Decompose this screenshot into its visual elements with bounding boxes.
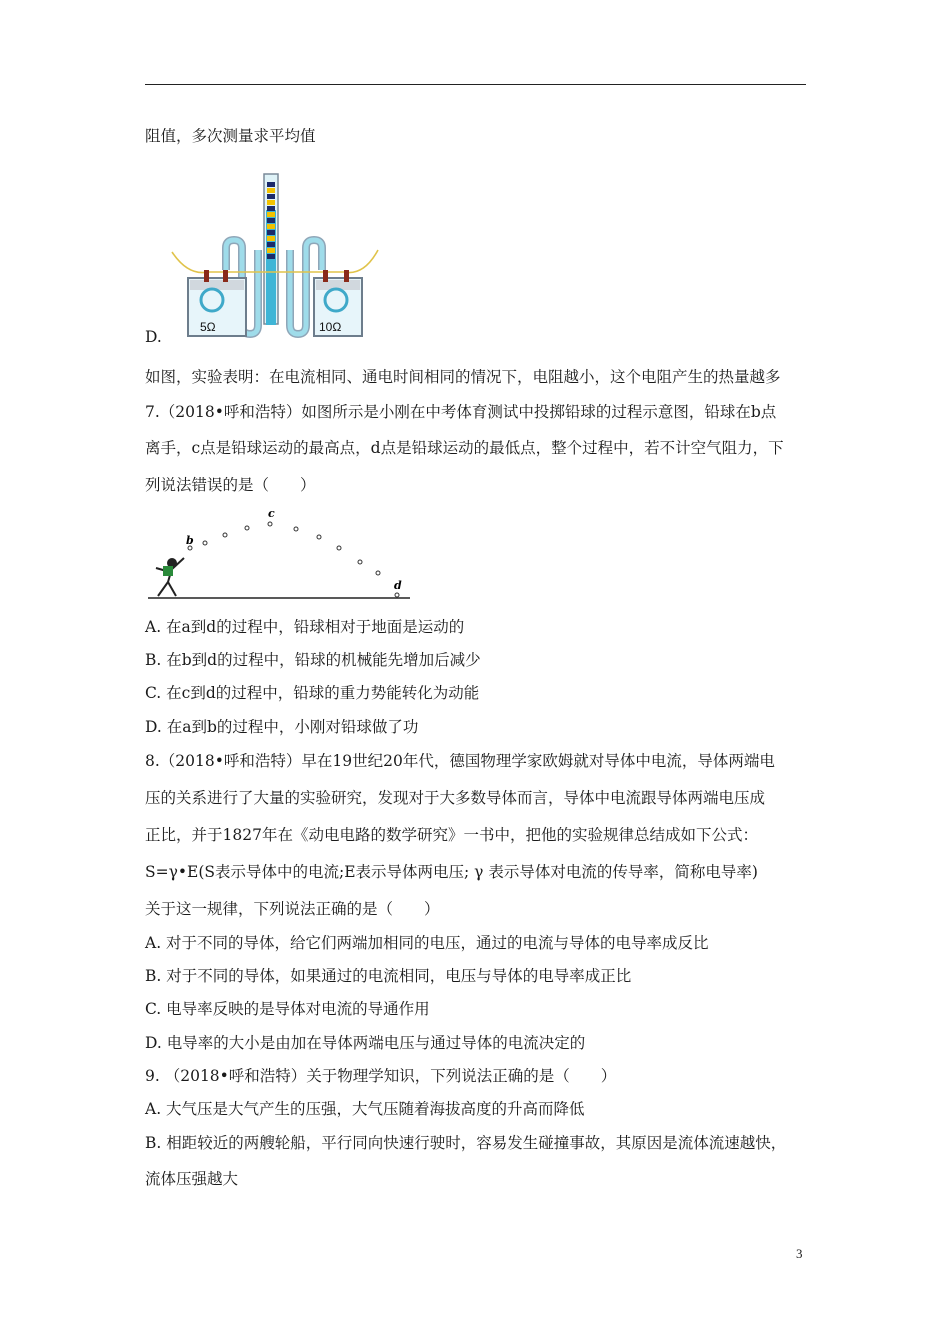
question-9-line: 9. （2018•呼和浩特）关于物理学知识，下列说法正确的是（ ） (145, 1067, 617, 1085)
question-7-line: 列说法错误的是（ ） (145, 476, 316, 494)
question-7-option-b: B. 在b到d的过程中，铅球的机械能先增加后减少 (145, 651, 481, 669)
question-7-option-d: D. 在a到b的过程中，小刚对铅球做了功 (145, 718, 419, 736)
right-resistor-label: 10Ω (319, 320, 342, 334)
question-8-line: 8.（2018•呼和浩特）早在19世纪20年代，德国物理学家欧姆就对导体中电流，导体两端电 (145, 752, 775, 770)
question-8-line: 关于这一规律，下列说法正确的是（ ） (145, 900, 440, 918)
point-c-label: c (268, 507, 275, 520)
question-9-option-b: 流体压强越大 (145, 1170, 239, 1188)
question-7-option-c: C. 在c到d的过程中，铅球的重力势能转化为动能 (145, 684, 480, 702)
shot-put-trajectory-figure (148, 508, 418, 603)
point-b-label: b (186, 534, 194, 547)
question-7-line: 7.（2018•呼和浩特）如图所示是小刚在中考体育测试中投掷铅球的过程示意图，铅球在b点 (145, 403, 777, 421)
header-rule (145, 84, 806, 85)
point-d-label: d (394, 579, 402, 592)
question-9-option-b: B. 相距较近的两艘轮船，平行同向快速行驶时，容易发生碰撞事故，其原因是流体流速越快， (145, 1134, 787, 1152)
question-9-option-a: A. 大气压是大气产生的压强，大气压随着海拔高度的升高而降低 (145, 1100, 585, 1118)
question-8-option-b: B. 对于不同的导体，如果通过的电流相同，电压与导体的电导率成正比 (145, 967, 632, 985)
text-line: 阻值，多次测量求平均值 (145, 127, 316, 145)
heating-apparatus-figure (168, 170, 383, 340)
option-label-d: D. (145, 328, 162, 346)
text-line: 如图，实验表明：在电流相同、通电时间相同的情况下，电阻越小，这个电阻产生的热量越多 (145, 368, 781, 386)
question-8-option-a: A. 对于不同的导体，给它们两端加相同的电压，通过的电流与导体的电导率成反比 (145, 934, 709, 952)
question-8-option-c: C. 电导率反映的是导体对电流的导通作用 (145, 1000, 430, 1018)
question-7-line: 离手，c点是铅球运动的最高点，d点是铅球运动的最低点，整个过程中，若不计空气阻力，下 (145, 439, 784, 457)
question-8-formula: S=γ•E(S表示导体中的电流;E表示导体两电压; γ 表示导体对电流的传导率，简称电导率) (145, 863, 758, 881)
athlete-icon (156, 558, 184, 596)
page-number: 3 (796, 1246, 803, 1261)
question-8-line: 正比，并于1827年在《动电电路的数学研究》一书中，把他的实验规律总结成如下公式： (145, 826, 758, 844)
question-8-option-d: D. 电导率的大小是由加在导体两端电压与通过导体的电流决定的 (145, 1034, 586, 1052)
question-7-option-a: A. 在a到d的过程中，铅球相对于地面是运动的 (145, 618, 465, 636)
question-8-line: 压的关系进行了大量的实验研究，发现对于大多数导体而言，导体中电流跟导体两端电压成 (145, 789, 766, 807)
left-resistor-label: 5Ω (200, 320, 216, 334)
